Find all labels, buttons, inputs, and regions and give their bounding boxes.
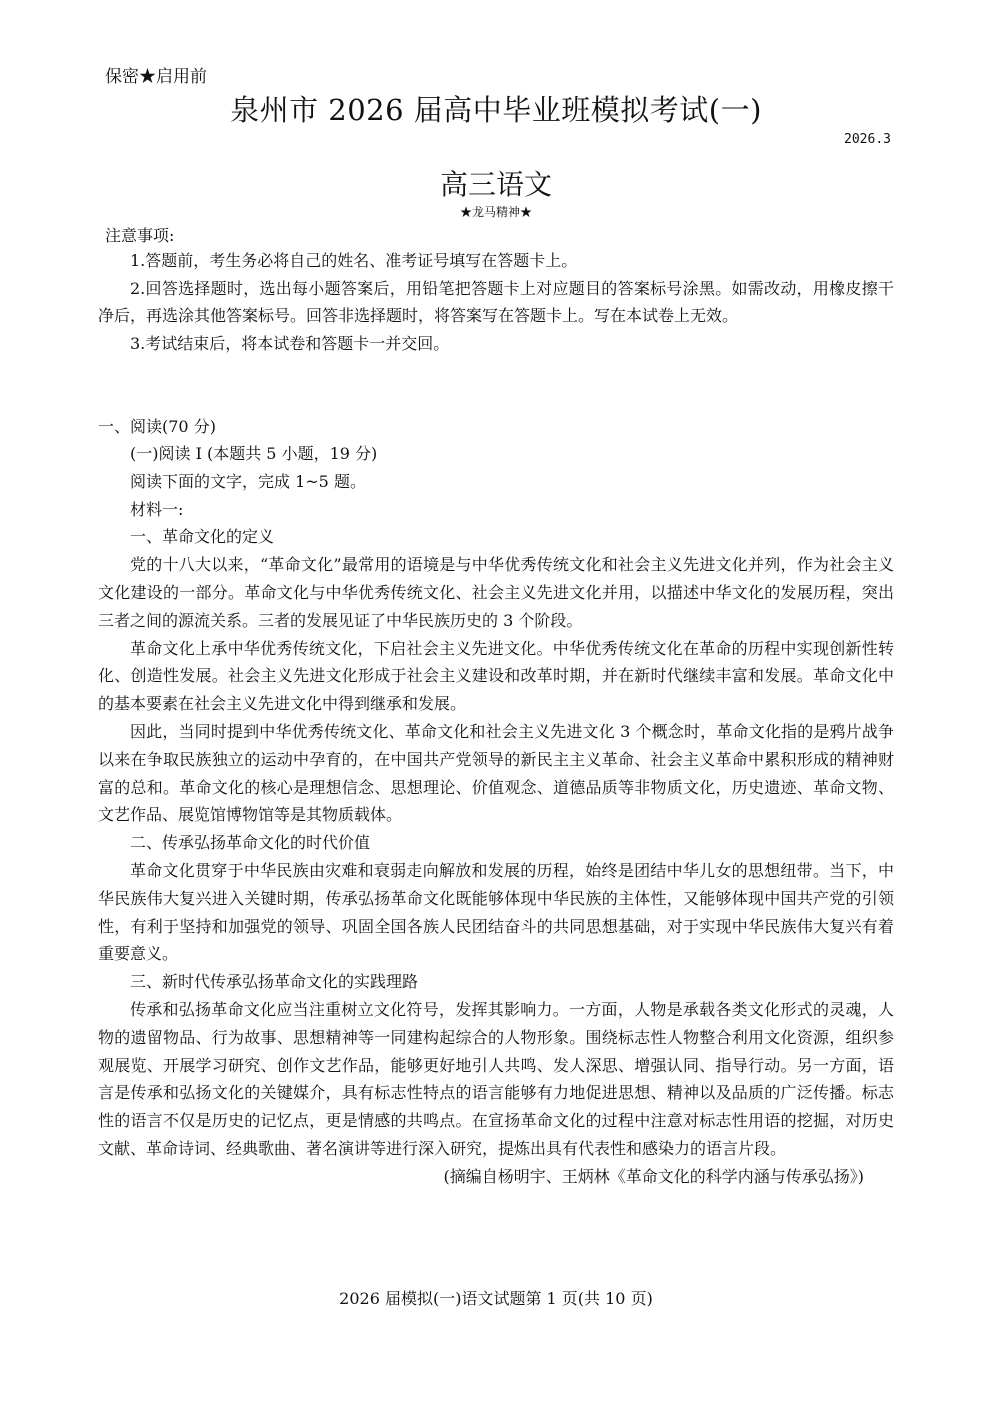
source-citation: (摘编自杨明宇、王炳林《革命文化的科学内涵与传承弘扬》): [443, 1166, 864, 1186]
page-footer: 2026 届模拟(一)语文试题第 1 页(共 10 页): [339, 1289, 653, 1308]
notice-title: 注意事项:: [105, 226, 175, 245]
watermark-text: ★龙马精神★: [459, 205, 532, 219]
heading-3: 三、新时代传承弘扬革命文化的实践理路: [130, 972, 419, 992]
paragraph-3: 因此，当同时提到中华优秀传统文化、革命文化和社会主义先进文化 3 个概念时，革命文化指的是鸦片战争以来在争取民族独立的运动中孕育的，在中国共产党领导的新民主主义革命、社会主义革命中累积形成的精神财富的总和。革命文化的核心是理想信念、思想理论、价值观念、道德品质等非物质文化，历史遗迹、革命文物、文艺作品、展览馆博物馆等是其物质载体。: [98, 721, 894, 825]
notice-item: 2.回答选择题时，选出每小题答案后，用铅笔把答题卡上对应题目的答案标号涂黑。如需改动，用橡皮擦干净后，再选涂其他答案标号。回答非选择题时，将答案写在答题卡上。写在本试卷上无效。: [98, 278, 894, 325]
notice-item: 1.答题前，考生务必将自己的姓名、准考证号填写在答题卡上。: [130, 251, 578, 270]
heading-1: 一、革命文化的定义: [130, 527, 275, 547]
instruction: 阅读下面的文字，完成 1~5 题。: [130, 471, 366, 491]
paragraph-5: 传承和弘扬革命文化应当注重树立文化符号，发挥其影响力。一方面，人物是承载各类文化形式的灵魂，人物的遗留物品、行为故事、思想精神等一同建构起综合的人物形象。围绕标志性人物整合利用文化资源，组织参观展览、开展学习研究、创作文艺作品，能够更好地引人共鸣、发人深思、增强认同、指导行动。另一方面，语言是传承和弘扬文化的关键媒介，具有标志性特点的语言能够有力地促进思想、精神以及品质的广泛传播。标志性的语言不仅是历史的记忆点，更是情感的共鸣点。在宣扬革命文化的过程中注意对标志性用语的挖掘，对历史文献、革命诗词、经典歌曲、著名演讲等进行深入研究，提炼出具有代表性和感染力的语言片段。: [98, 999, 894, 1158]
notice-list: [98, 247, 894, 357]
paragraph-4: 革命文化贯穿于中华民族由灾难和衰弱走向解放和发展的历程，始终是团结中华儿女的思想纽带。当下，中华民族伟大复兴进入关键时期，传承弘扬革命文化既能够体现中华民族的主体性，又能够体现中国共产党的引领性，有利于坚持和加强党的领导、巩固全国各族人民团结奋斗的共同思想基础，对于实现中华民族伟大复兴有着重要意义。: [98, 860, 894, 964]
part-title: (一)阅读 I (本题共 5 小题，19 分): [130, 444, 378, 463]
paragraph-1: 党的十八大以来，“革命文化”最常用的语境是与中华优秀传统文化和社会主义先进文化并列，作为社会主义文化建设的一部分。革命文化与中华优秀传统文化、社会主义先进文化并用，以描述中华文化的发展历程，突出三者之间的源流关系。三者的发展见证了中华民族历史的 3 个阶段。: [98, 555, 894, 630]
confidential-label: 保密★启用前: [105, 67, 207, 87]
material-label: 材料一:: [130, 499, 184, 519]
reading-content: [98, 440, 894, 1191]
subject-title: 高三语文: [439, 168, 552, 201]
notice-item: 3.考试结束后，将本试卷和答题卡一并交回。: [130, 333, 450, 353]
heading-2: 二、传承弘扬革命文化的时代价值: [130, 833, 371, 853]
section-title: 一、阅读(70 分): [98, 417, 216, 436]
paragraph-2: 革命文化上承中华优秀传统文化，下启社会主义先进文化。中华优秀传统文化在革命的历程中实现创新性转化、创造性发展。社会主义先进文化形成于社会主义建设和改革时期，并在新时代继续丰富和发展。革命文化中的基本要素在社会主义先进文化中得到继承和发展。: [98, 638, 894, 714]
exam-date: 2026.3: [844, 132, 891, 147]
exam-title: 泉州市 2026 届高中毕业班模拟考试(一): [230, 93, 762, 127]
